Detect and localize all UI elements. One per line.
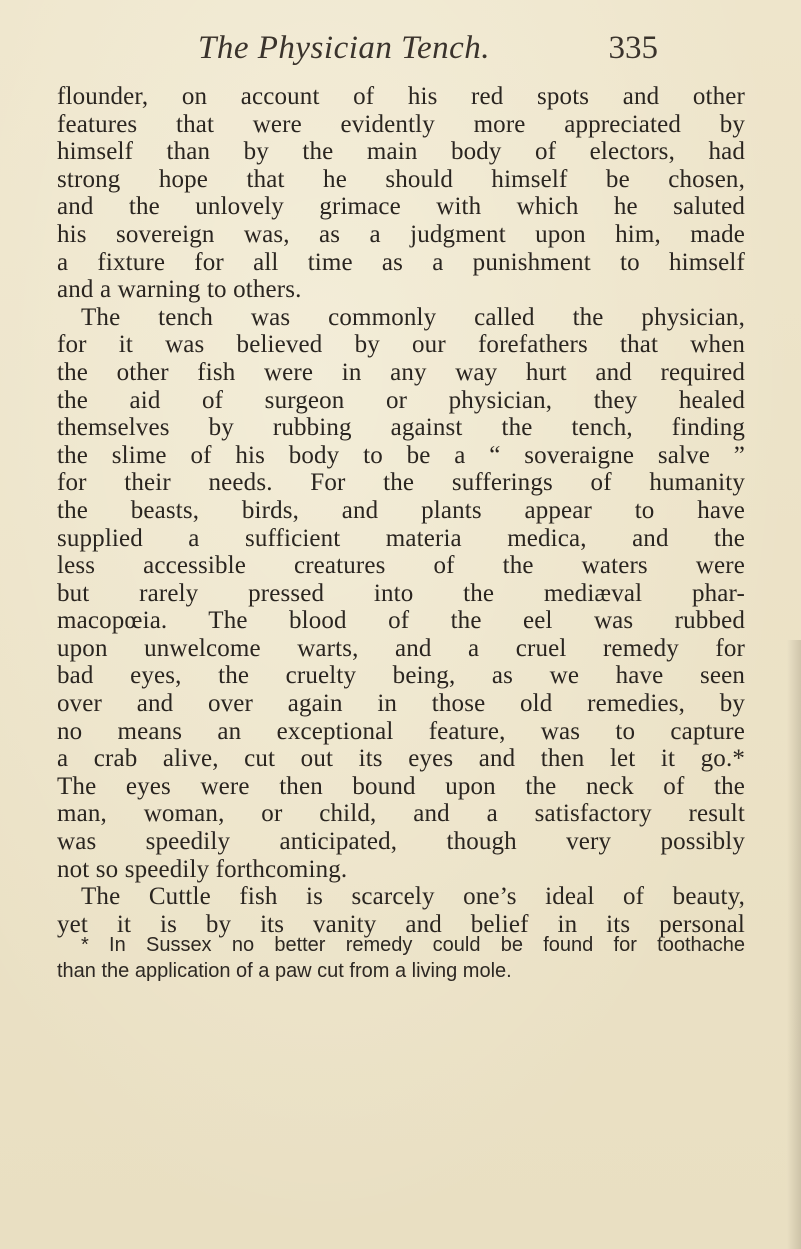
text-line: macopœia. The blood of the eel was rubbed (57, 607, 745, 635)
text-line: themselves by rubbing against the tench, finding (57, 414, 745, 442)
text-line: The eyes were then bound upon the neck of the (57, 772, 745, 800)
text-line: man, woman, or child, and a satisfactory result (57, 800, 745, 828)
text-line: flounder, on account of his red spots and other (57, 83, 745, 110)
running-head: The Physician Tench. (198, 30, 490, 66)
text-line: The tench was commonly called the physician, (81, 303, 745, 331)
footnote-line: * In Sussex no better remedy could be found for toothache (81, 934, 745, 956)
text-line: bad eyes, the cruelty being, as we have seen (57, 662, 745, 690)
text-line: the aid of surgeon or physician, they healed (57, 386, 745, 414)
text-line: the other fish were in any way hurt and required (57, 358, 745, 386)
footnote (57, 932, 745, 984)
text-line: yet it is by its vanity and belief in its personal (57, 910, 745, 938)
text-line: for their needs. For the sufferings of humanity (57, 469, 745, 497)
page-number: 335 (608, 30, 658, 66)
text-line: strong hope that he should himself be chosen, (57, 165, 745, 193)
body-text (57, 83, 745, 938)
text-line: features that were evidently more appreciated by (57, 110, 745, 138)
text-line: his sovereign was, as a judgment upon him, made (57, 220, 745, 248)
page-edge-shadow (787, 640, 801, 1249)
text-line: himself than by the main body of electors, had (57, 138, 745, 166)
text-line: and the unlovely grimace with which he saluted (57, 193, 745, 221)
text-line: and a warning to others. (57, 276, 302, 304)
text-line: was speedily anticipated, though very possibly (57, 828, 745, 856)
text-line: upon unwelcome warts, and a cruel remedy for (57, 634, 745, 662)
text-line: over and over again in those old remedies, by (57, 690, 745, 718)
text-line: a fixture for all time as a punishment to himself (57, 248, 745, 276)
text-line: not so speedily forthcoming. (57, 855, 348, 883)
text-line: the slime of his body to be a “ soveraigne salve ” (57, 441, 745, 469)
text-line: a crab alive, cut out its eyes and then let it go.* (57, 745, 745, 773)
page-header (198, 30, 658, 70)
text-line: less accessible creatures of the waters were (57, 552, 745, 580)
text-line: for it was believed by our forefathers that when (57, 331, 745, 359)
text-line: The Cuttle fish is scarcely one’s ideal of beauty, (81, 883, 745, 911)
text-line: supplied a sufficient materia medica, and the (57, 524, 745, 552)
text-line: no means an exceptional feature, was to capture (57, 717, 745, 745)
text-line: the beasts, birds, and plants appear to have (57, 496, 745, 524)
text-line: but rarely pressed into the mediæval phar- (57, 579, 745, 607)
footnote-line: than the application of a paw cut from a living mole. (57, 960, 512, 982)
